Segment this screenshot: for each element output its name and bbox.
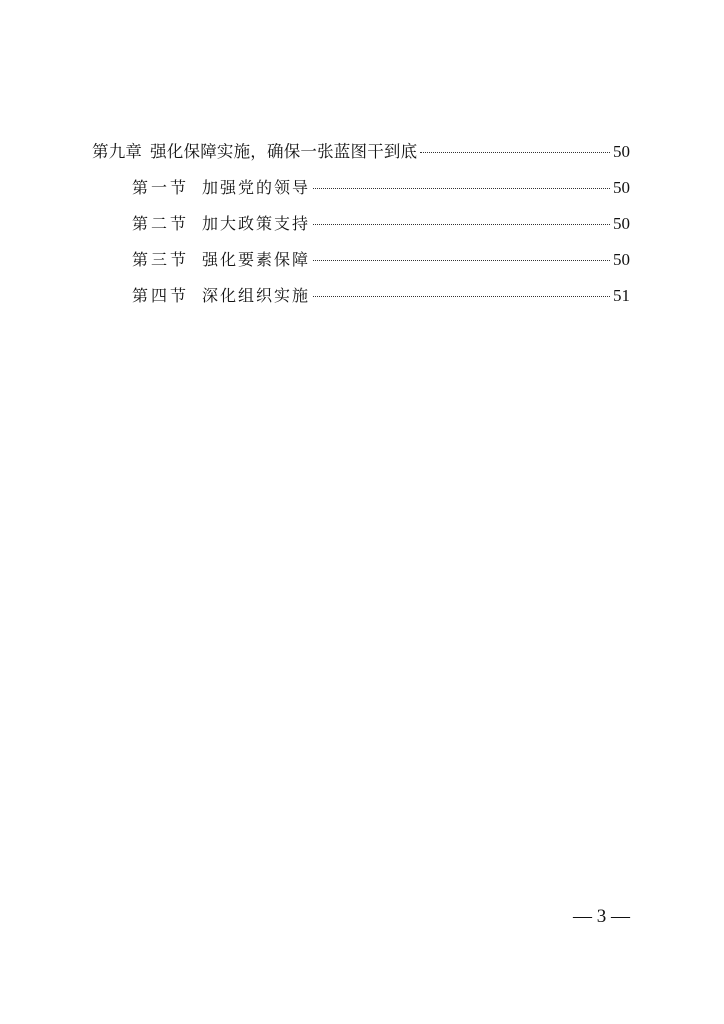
toc-section-entry[interactable] <box>92 282 630 318</box>
dot-leader <box>420 152 610 153</box>
toc-section-entry[interactable] <box>92 210 630 246</box>
dot-leader <box>313 188 610 189</box>
section-number: 第三节 <box>132 250 190 269</box>
dot-leader <box>313 224 610 225</box>
section-page-number: 50 <box>613 178 630 197</box>
page-number-footer: — 3 — <box>573 906 630 927</box>
toc-section-entry[interactable] <box>92 246 630 282</box>
dot-leader <box>313 260 610 261</box>
table-of-contents <box>92 138 630 318</box>
chapter-number: 第九章 <box>92 142 143 161</box>
section-page-number: 50 <box>613 250 630 269</box>
section-page-number: 51 <box>613 286 630 305</box>
dot-leader <box>313 296 610 297</box>
chapter-title: 强化保障实施，确保一张蓝图干到底 <box>150 142 418 161</box>
section-title: 强化要素保障 <box>202 250 311 269</box>
section-number: 第二节 <box>132 214 190 233</box>
section-number: 第四节 <box>132 286 190 305</box>
section-page-number: 50 <box>613 214 630 233</box>
section-title: 深化组织实施 <box>202 286 311 305</box>
section-number: 第一节 <box>132 178 190 197</box>
toc-section-entry[interactable] <box>92 174 630 210</box>
chapter-page-number: 50 <box>613 142 630 161</box>
section-title: 加强党的领导 <box>202 178 311 197</box>
section-title: 加大政策支持 <box>202 214 311 233</box>
toc-chapter-entry[interactable] <box>92 138 630 174</box>
